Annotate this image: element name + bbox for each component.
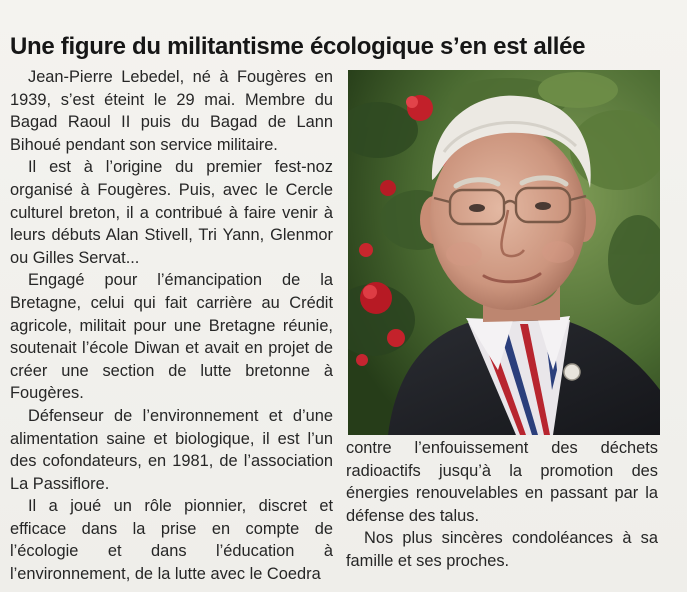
portrait-illustration	[348, 70, 660, 435]
article-paragraph: Il a joué un rôle pionnier, discret et efficace dans la prise en compte de l’écologie et dans l’éducation à l’environnement, de la lutte avec le Coedra	[10, 497, 333, 584]
article-column-right	[346, 437, 658, 573]
article-paragraph: Engagé pour l’émancipation de la Bretagne, celui qui fait carrière au Crédit agricole, militait pour une Bretagne réunie, soutenait l’école Diwan et avait en projet de créer une section de lutte bretonne à Fougères.	[10, 271, 333, 403]
article-paragraph: Il est à l’origine du premier fest-noz organisé à Fougères. Puis, avec le Cercle culturel breton, il a contribué à faire venir à leurs débuts Alan Stivell, Tri Yann, Glenmor ou Gilles Servat...	[10, 158, 333, 267]
article-headline: Une figure du militantisme écologique s’en est allée	[10, 33, 586, 61]
article-paragraph: Défenseur de l’environnement et d’une alimentation saine et biologique, il est l’un des cofondateurs, en 1981, de l’association La Passiflore.	[10, 406, 333, 493]
article-paragraph: Jean-Pierre Lebedel, né à Fougères en 1939, s’est éteint le 29 mai. Membre du Bagad Raoul II puis du Bagad de Lann Bihoué pendant son service militaire.	[10, 68, 333, 154]
portrait-photo	[348, 70, 660, 435]
article-paragraph: Nos plus sincères condoléances à sa famille et ses proches.	[346, 529, 658, 570]
article-paragraph: contre l’enfouissement des déchets radioactifs jusqu’à la promotion des énergies renouvelables en passant par la défense des talus.	[346, 439, 658, 525]
article-column-left	[10, 66, 333, 586]
